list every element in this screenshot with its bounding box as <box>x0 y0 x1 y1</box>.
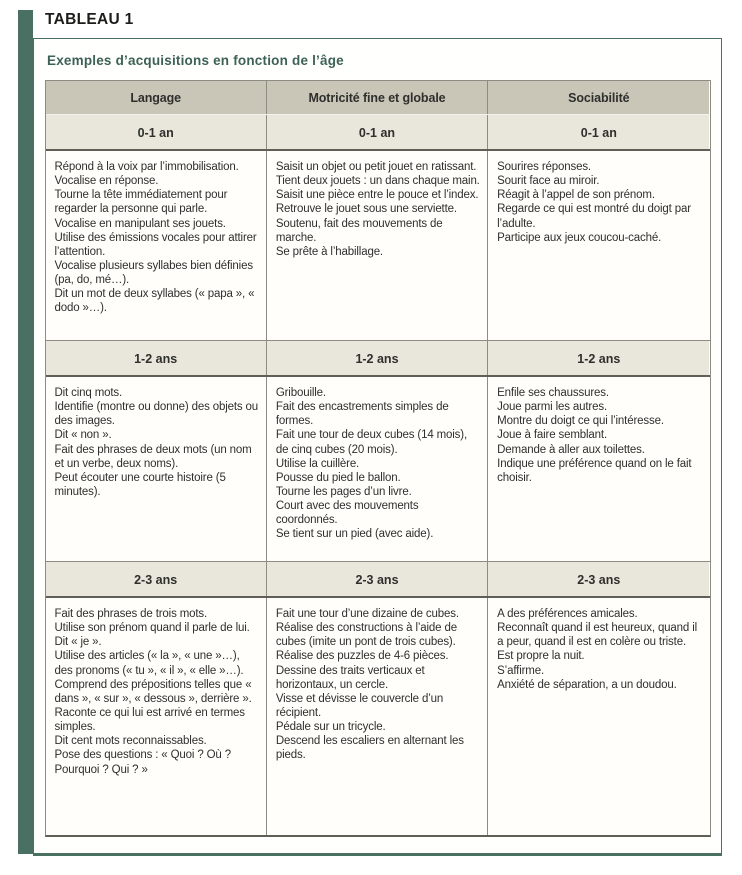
age-band-cell: 2-3 ans <box>46 562 267 596</box>
milestone-item: Saisit un objet ou petit jouet en ratissant. <box>275 161 477 173</box>
milestone-item: Utilise la cuillère. <box>275 457 360 470</box>
milestones-row <box>46 151 710 340</box>
age-band-cell: 0-1 an <box>267 115 488 149</box>
milestone-item: Saisit une pièce entre le pouce et l’index. <box>275 189 479 202</box>
milestone-item: Dit cent mots reconnaissables. <box>54 735 207 748</box>
column-header-motricite: Motricité fine et globale <box>267 81 488 114</box>
milestone-item: Tourne la tête immédiatement pour regarder la personne qui parle. <box>54 189 228 216</box>
milestone-item: Joue parmi les autres. <box>497 401 607 414</box>
milestone-item: Participe aux jeux coucou-caché. <box>497 231 662 244</box>
milestone-item: Pédale sur un tricycle. <box>275 721 386 734</box>
milestone-item: Utilise des émissions vocales pour attirer l’attention. <box>54 231 257 258</box>
table-number-label: TABLEAU 1 <box>45 11 134 28</box>
milestone-item: Dit « je ». <box>54 636 102 649</box>
milestone-item: Fait des phrases de deux mots (un nom et un verbe, deux noms). <box>54 443 252 470</box>
age-band-cell: 2-3 ans <box>267 562 488 596</box>
milestone-item: Fait des phrases de trois mots. <box>54 608 208 620</box>
age-band-cell: 0-1 an <box>46 115 267 149</box>
milestone-item: Utilise des articles (« la », « une »…), des pronoms (« tu », « il », « elle »…). <box>54 650 244 677</box>
table-subtitle: Exemples d’acquisitions en fonction de l’âge <box>47 53 344 68</box>
milestone-item: Est propre la nuit. <box>497 650 585 663</box>
milestone-item: Sourires réponses. <box>497 161 591 173</box>
milestone-item: Fait des encastrements simples de formes. <box>275 401 449 428</box>
milestone-item: A des préférences amicales. <box>497 608 638 620</box>
milestone-item: Pousse du pied le ballon. <box>275 471 401 484</box>
milestone-item: Dit un mot de deux syllabes (« papa », « dodo »…). <box>54 288 255 315</box>
age-acquisitions-table <box>45 80 711 837</box>
milestones-row <box>46 377 710 561</box>
milestones-cell <box>488 377 709 561</box>
age-band-cell: 1-2 ans <box>267 341 488 375</box>
milestone-item: Peut écouter une courte histoire (5 minutes). <box>54 471 226 498</box>
milestone-item: Dit cinq mots. <box>54 387 123 399</box>
milestone-item: Identifie (montre ou donne) des objets ou des images. <box>54 401 259 428</box>
column-header-sociabilite: Sociabilité <box>488 81 709 114</box>
milestone-item: Montre du doigt ce qui l’intéresse. <box>497 415 664 428</box>
age-band-row <box>46 340 710 377</box>
milestone-item: Pose des questions : « Quoi ? Où ? Pourquoi ? Qui ? » <box>54 749 231 776</box>
age-band-cell: 2-3 ans <box>488 562 709 596</box>
milestone-item: Fait une tour de deux cubes (14 mois), de cinq cubes (20 mois). <box>275 429 468 456</box>
milestone-item: Se tient sur un pied (avec aide). <box>275 528 434 541</box>
milestone-item: Réalise des constructions à l’aide de cubes (imite un pont de trois cubes). <box>275 622 457 649</box>
column-header-row <box>46 81 710 114</box>
milestone-item: Indique une préférence quand on le fait choisir. <box>497 457 692 484</box>
age-band-cell: 0-1 an <box>488 115 709 149</box>
milestone-item: Se prête à l’habillage. <box>275 245 383 258</box>
milestone-item: Vocalise en réponse. <box>54 175 159 188</box>
milestone-item: Répond à la voix par l’immobilisation. <box>54 161 239 173</box>
column-header-langage: Langage <box>46 81 267 114</box>
table-body <box>46 114 710 835</box>
milestone-item: Raconte ce qui lui est arrivé en termes simples. <box>54 706 245 734</box>
milestones-row <box>46 598 710 835</box>
milestone-item: Sourit face au miroir. <box>497 175 600 188</box>
milestones-cell <box>488 151 709 340</box>
milestones-cell <box>46 151 267 340</box>
accent-bar <box>18 10 33 854</box>
table-frame <box>33 38 722 856</box>
milestones-cell <box>267 377 488 561</box>
milestone-item: Comprend des prépositions telles que « dans », « sur », « dessous », derrière ». <box>54 678 252 705</box>
milestone-item: Visse et dévisse le couvercle d’un récipient. <box>275 692 444 719</box>
milestone-item: Fait une tour d’une dizaine de cubes. <box>275 608 459 620</box>
milestone-item: Regarde ce qui est montré du doigt par l’adulte. <box>497 203 691 230</box>
age-band-row <box>46 114 710 151</box>
milestone-item: Demande à aller aux toilettes. <box>497 443 645 456</box>
milestone-item: Retrouve le jouet sous une serviette. <box>275 203 457 216</box>
milestone-item: Vocalise plusieurs syllabes bien définies (pa, do, mé…). <box>54 259 253 287</box>
milestones-cell <box>488 598 709 835</box>
milestone-item: Vocalise en manipulant ses jouets. <box>54 217 226 230</box>
milestone-item: Dit « non ». <box>54 429 112 442</box>
milestone-item: Joue à faire semblant. <box>497 429 608 442</box>
milestone-item: Court avec des mouvements coordonnés. <box>275 500 419 527</box>
milestones-cell <box>267 598 488 835</box>
milestone-item: Enfile ses chaussures. <box>497 387 609 399</box>
milestones-cell <box>267 151 488 340</box>
age-band-cell: 1-2 ans <box>488 341 709 375</box>
milestones-cell <box>46 598 267 835</box>
milestone-item: S’affirme. <box>497 664 545 677</box>
milestone-item: Réagit à l’appel de son prénom. <box>497 189 655 202</box>
milestone-item: Tient deux jouets : un dans chaque main. <box>275 175 480 188</box>
milestone-item: Descend les escaliers en alternant les pieds. <box>275 735 464 762</box>
milestone-item: Tourne les pages d’un livre. <box>275 485 412 498</box>
milestone-item: Réalise des puzzles de 4-6 pièces. <box>275 650 449 663</box>
milestone-item: Soutenu, fait des mouvements de marche. <box>275 217 443 244</box>
milestone-item: Anxiété de séparation, a un doudou. <box>497 678 677 691</box>
milestones-cell <box>46 377 267 561</box>
milestone-item: Dessine des traits verticaux et horizontaux, un cercle. <box>275 664 425 691</box>
age-band-row <box>46 561 710 598</box>
milestone-item: Reconnaît quand il est heureux, quand il a peur, quand il est en colère ou triste. <box>497 622 698 649</box>
age-band-cell: 1-2 ans <box>46 341 267 375</box>
milestone-item: Gribouille. <box>275 387 326 399</box>
milestone-item: Utilise son prénom quand il parle de lui. <box>54 622 250 635</box>
